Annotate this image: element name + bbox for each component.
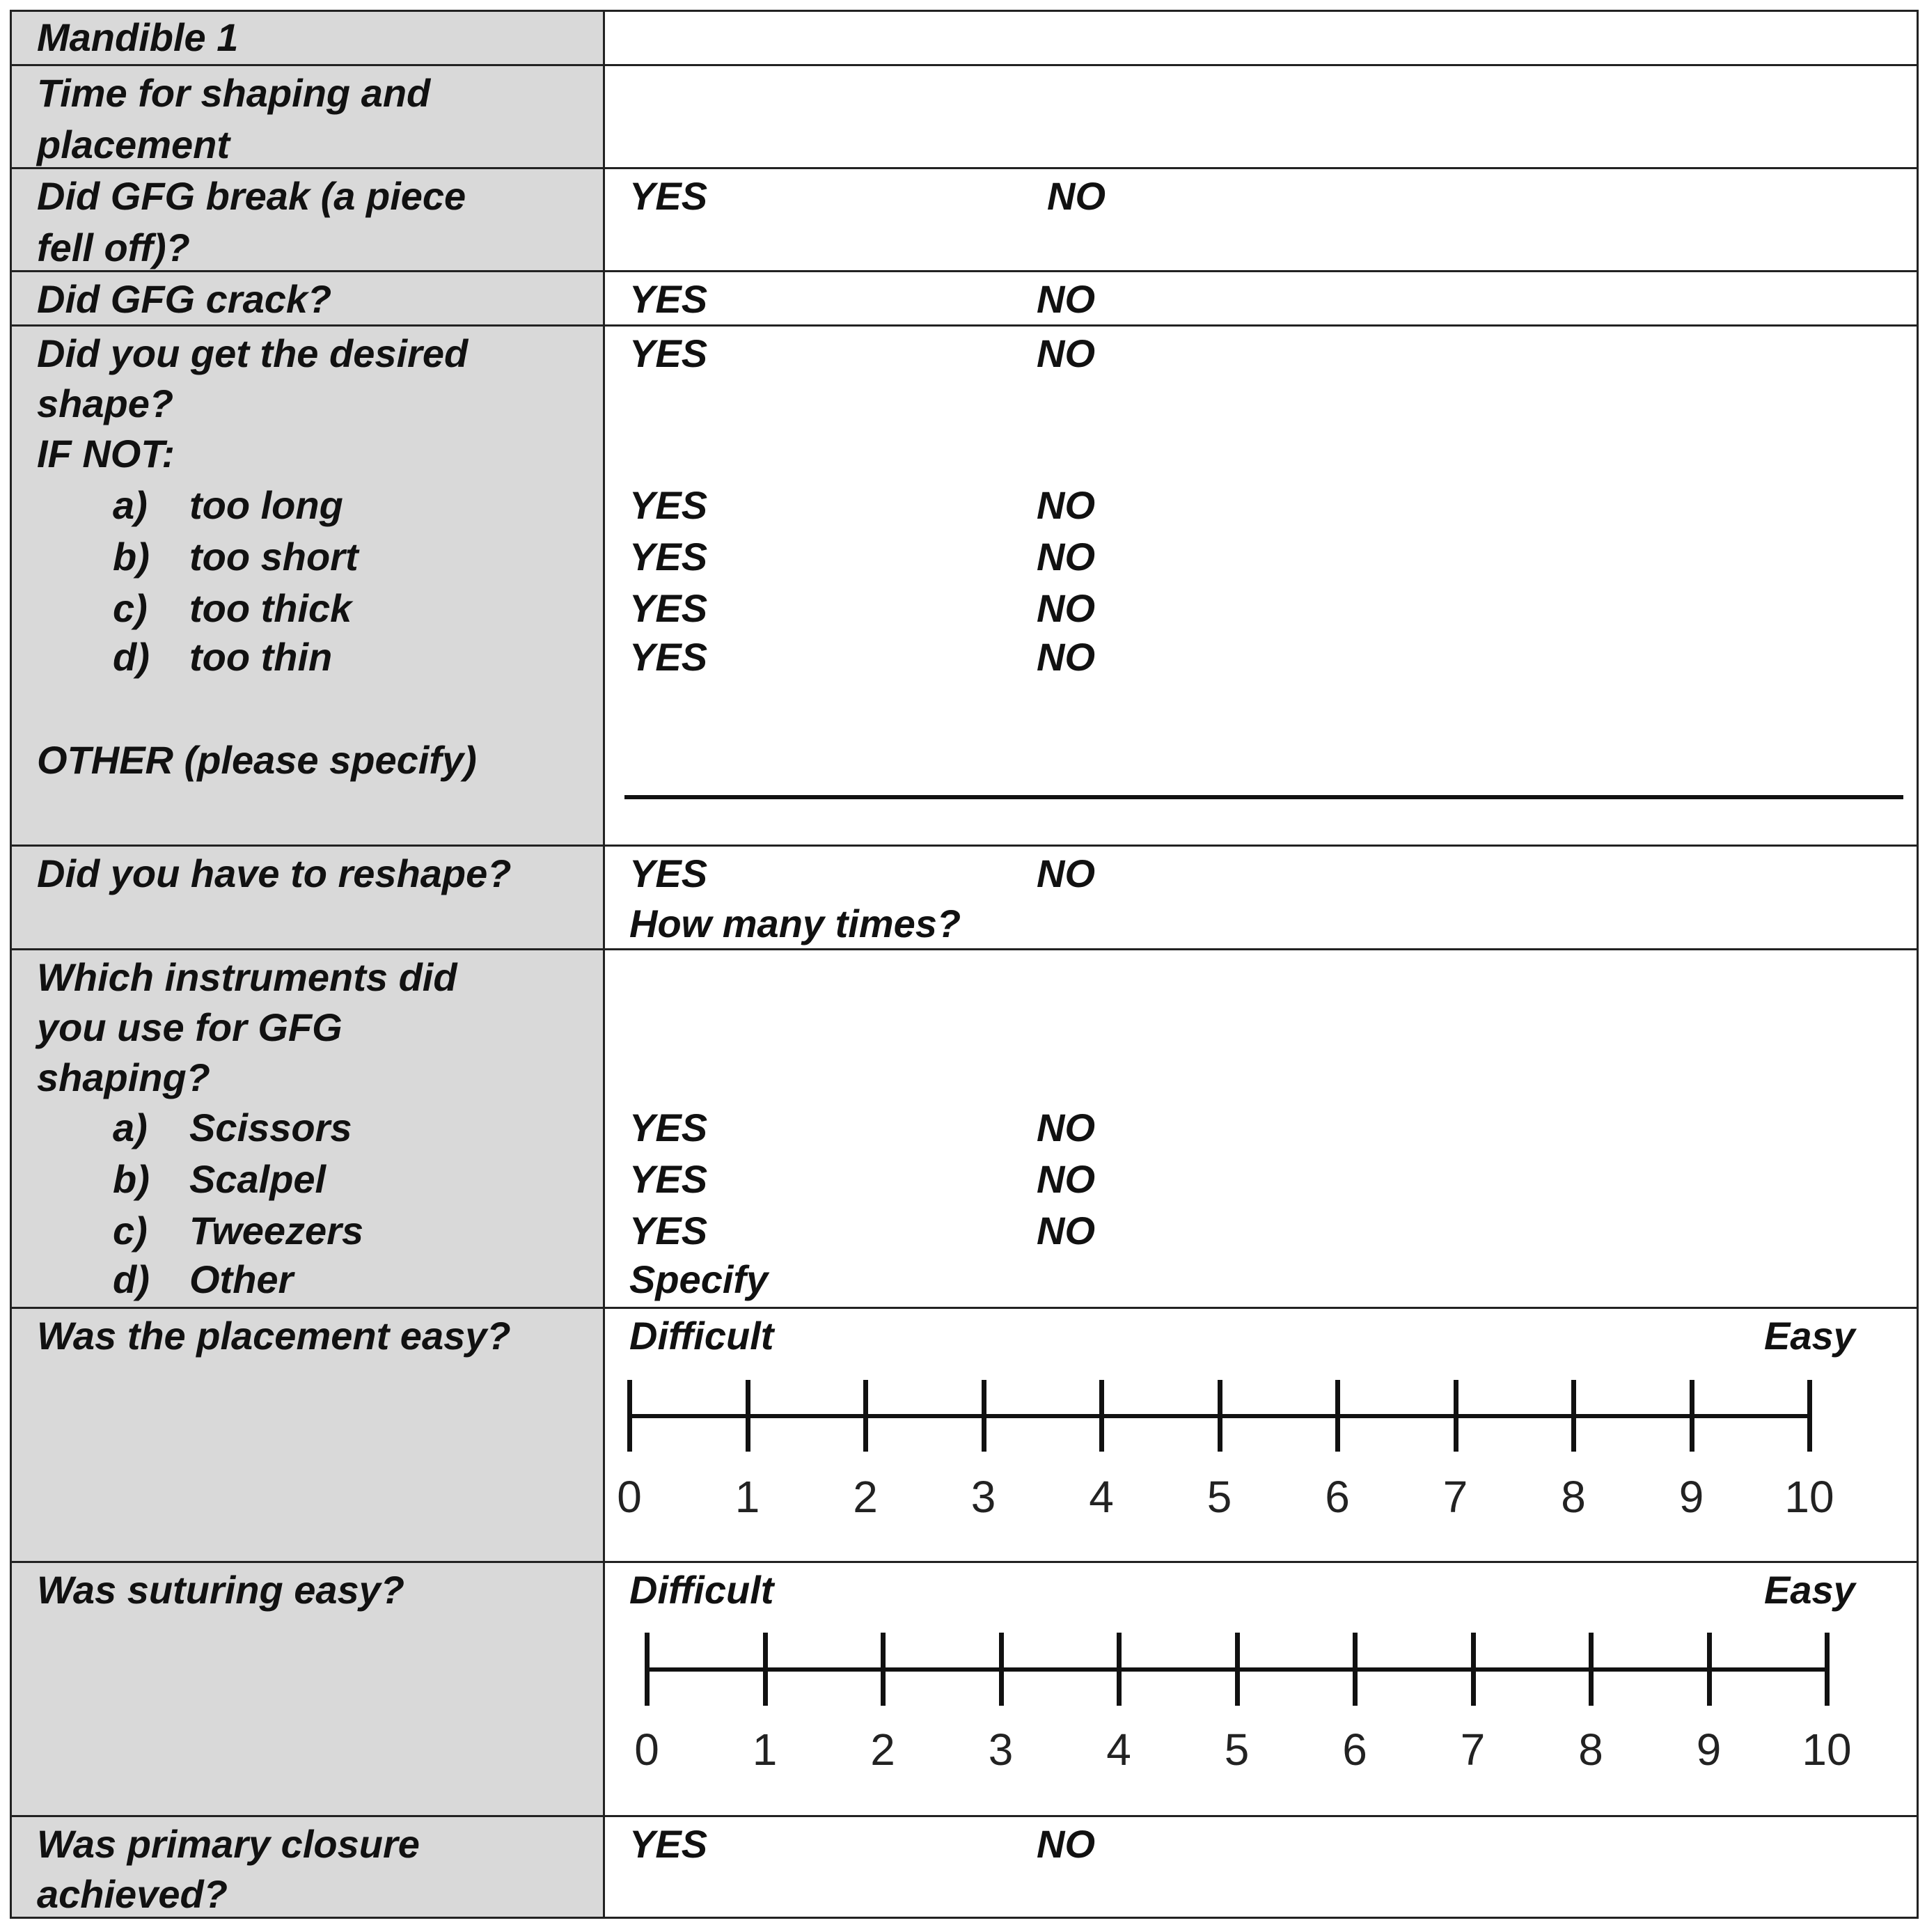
- scale-tick[interactable]: [1807, 1380, 1812, 1452]
- easy-anchor: Easy: [1764, 1314, 1855, 1358]
- suturing-question: Was suturing easy?: [37, 1568, 405, 1612]
- row-label-cell: [10, 1309, 605, 1561]
- row-label-cell: [10, 847, 605, 948]
- questionnaire-form: [10, 10, 1919, 1919]
- scale-tick[interactable]: [627, 1380, 632, 1452]
- scale-tick[interactable]: [982, 1380, 986, 1452]
- row-closure: [10, 1815, 1919, 1919]
- scale-tick-label: 6: [1325, 1472, 1350, 1522]
- scale-tick[interactable]: [645, 1633, 650, 1706]
- no-option[interactable]: NO: [1037, 277, 1095, 321]
- row-label-cell: [10, 272, 605, 324]
- scale-tick[interactable]: [1353, 1633, 1358, 1706]
- row-time: [10, 64, 1919, 167]
- scale-tick-label: 9: [1678, 1472, 1704, 1522]
- shape-question-line-1: Did you get the desired: [37, 331, 469, 375]
- no-option[interactable]: NO: [1037, 331, 1095, 375]
- suturing-answer-cell: [605, 1563, 1919, 1815]
- closure-answer-cell: [605, 1817, 1919, 1917]
- crack-answer-cell: [605, 272, 1919, 324]
- instruments-question-line-1: Which instruments did: [37, 955, 457, 999]
- other-specify-line[interactable]: [624, 795, 1903, 799]
- row-break: [10, 167, 1919, 270]
- other-specify-label: OTHER (please specify): [37, 738, 477, 782]
- scale-tick-label: 5: [1206, 1472, 1232, 1522]
- row-label-cell: [10, 169, 605, 270]
- yes-option[interactable]: YES: [629, 331, 708, 375]
- instrument-letter: c): [113, 1209, 148, 1252]
- reshape-question: Did you have to reshape?: [37, 851, 512, 895]
- instrument-name: Scissors: [189, 1106, 352, 1149]
- no-option[interactable]: NO: [1037, 1157, 1095, 1201]
- scale-tick-label: 2: [853, 1472, 878, 1522]
- scale-tick-label: 1: [734, 1472, 760, 1522]
- specify-label[interactable]: Specify: [629, 1257, 769, 1301]
- scale-tick-label: 3: [988, 1725, 1014, 1775]
- no-option[interactable]: NO: [1037, 1106, 1095, 1149]
- yes-option[interactable]: YES: [629, 1106, 708, 1149]
- instrument-letter: a): [113, 1106, 148, 1149]
- yes-option[interactable]: YES: [629, 174, 708, 218]
- yes-option[interactable]: YES: [629, 635, 708, 679]
- scale-tick[interactable]: [1571, 1380, 1576, 1452]
- yes-option[interactable]: YES: [629, 483, 708, 527]
- row-mandible: [10, 10, 1919, 64]
- scale-tick[interactable]: [1235, 1633, 1240, 1706]
- break-answer-cell: [605, 169, 1919, 270]
- shape-item-letter: c): [113, 586, 148, 630]
- scale-tick[interactable]: [1825, 1633, 1830, 1706]
- difficult-anchor: Difficult: [629, 1314, 774, 1358]
- shape-item-text: too short: [189, 535, 359, 579]
- no-option[interactable]: NO: [1037, 1209, 1095, 1252]
- scale-tick-label: 0: [617, 1472, 642, 1522]
- shape-item-letter: b): [113, 535, 150, 579]
- row-shape: [10, 324, 1919, 845]
- break-question-line-1: Did GFG break (a piece: [37, 174, 466, 218]
- scale-tick[interactable]: [881, 1633, 886, 1706]
- placement-question: Was the placement easy?: [37, 1314, 511, 1358]
- placement-answer-cell: [605, 1309, 1919, 1561]
- instrument-letter: b): [113, 1157, 150, 1201]
- instruments-answer-cell: [605, 950, 1919, 1307]
- shape-item-text: too thin: [189, 635, 333, 679]
- shape-question-line-2: shape?: [37, 382, 174, 425]
- scale-tick-label: 4: [1089, 1472, 1114, 1522]
- scale-tick-label: 8: [1578, 1725, 1603, 1775]
- instrument-name: Other: [189, 1257, 294, 1301]
- row-label-cell: [10, 66, 605, 167]
- reshape-answer-cell: [605, 847, 1919, 948]
- if-not-label: IF NOT:: [37, 432, 175, 476]
- shape-answer-cell: [605, 327, 1919, 845]
- no-option[interactable]: NO: [1037, 851, 1095, 895]
- scale-tick-label: 4: [1106, 1725, 1131, 1775]
- yes-option[interactable]: YES: [629, 1209, 708, 1252]
- row-label-cell: [10, 327, 605, 845]
- scale-tick-label: 3: [970, 1472, 996, 1522]
- scale-tick-label: 2: [870, 1725, 895, 1775]
- row-reshape: [10, 845, 1919, 948]
- no-option[interactable]: NO: [1037, 483, 1095, 527]
- yes-option[interactable]: YES: [629, 277, 708, 321]
- yes-option[interactable]: YES: [629, 535, 708, 579]
- scale-tick[interactable]: [1117, 1633, 1122, 1706]
- scale-tick[interactable]: [763, 1633, 768, 1706]
- no-option[interactable]: NO: [1037, 1822, 1095, 1866]
- scale-tick-label: 0: [634, 1725, 659, 1775]
- closure-question-line-2: achieved?: [37, 1872, 228, 1916]
- row-label-cell: [10, 1817, 605, 1917]
- instruments-question-line-3: shaping?: [37, 1055, 210, 1099]
- crack-question: Did GFG crack?: [37, 277, 332, 321]
- time-question-line-2: placement: [37, 123, 230, 166]
- no-option[interactable]: NO: [1047, 174, 1106, 218]
- scale-tick-label: 5: [1224, 1725, 1250, 1775]
- scale-tick[interactable]: [1707, 1633, 1712, 1706]
- scale-tick-label: 8: [1561, 1472, 1586, 1522]
- scale-tick-label: 7: [1442, 1472, 1468, 1522]
- instruments-question-line-2: you use for GFG: [37, 1005, 343, 1049]
- row-crack: [10, 270, 1919, 324]
- yes-option[interactable]: YES: [629, 851, 708, 895]
- row-suturing: [10, 1561, 1919, 1815]
- difficult-anchor: Difficult: [629, 1568, 774, 1612]
- row-label-cell: [10, 12, 605, 64]
- row-placement: [10, 1307, 1919, 1561]
- scale-tick-label: 9: [1696, 1725, 1722, 1775]
- shape-item-text: too long: [189, 483, 343, 527]
- row-label-cell: [10, 950, 605, 1307]
- no-option[interactable]: NO: [1037, 635, 1095, 679]
- mandible-label: Mandible 1: [37, 15, 239, 59]
- instrument-letter: d): [113, 1257, 150, 1301]
- shape-item-text: too thick: [189, 586, 352, 630]
- row-instruments: [10, 948, 1919, 1307]
- scale-tick[interactable]: [1454, 1380, 1458, 1452]
- scale-tick[interactable]: [1690, 1380, 1694, 1452]
- scale-tick[interactable]: [1471, 1633, 1476, 1706]
- scale-tick-label: 6: [1342, 1725, 1367, 1775]
- scale-tick-label: 10: [1784, 1472, 1834, 1522]
- no-option[interactable]: NO: [1037, 586, 1095, 630]
- easy-anchor: Easy: [1764, 1568, 1855, 1612]
- scale-tick[interactable]: [746, 1380, 750, 1452]
- scale-tick[interactable]: [1335, 1380, 1340, 1452]
- instrument-name: Tweezers: [189, 1209, 364, 1252]
- scale-tick[interactable]: [1099, 1380, 1104, 1452]
- scale-tick[interactable]: [1589, 1633, 1594, 1706]
- instrument-name: Scalpel: [189, 1157, 327, 1201]
- shape-item-letter: d): [113, 635, 150, 679]
- time-answer-cell[interactable]: [605, 66, 1919, 167]
- scale-tick-label: 7: [1460, 1725, 1486, 1775]
- yes-option[interactable]: YES: [629, 586, 708, 630]
- no-option[interactable]: NO: [1037, 535, 1095, 579]
- scale-tick[interactable]: [999, 1633, 1004, 1706]
- break-question-line-2: fell off)?: [37, 226, 190, 269]
- yes-option[interactable]: YES: [629, 1822, 708, 1866]
- time-question-line-1: Time for shaping and: [37, 71, 431, 115]
- yes-option[interactable]: YES: [629, 1157, 708, 1201]
- row-label-cell: [10, 1563, 605, 1815]
- how-many-times-label: How many times?: [629, 902, 961, 945]
- shape-item-letter: a): [113, 483, 148, 527]
- scale-tick-label: 1: [752, 1725, 778, 1775]
- scale-tick[interactable]: [1218, 1380, 1222, 1452]
- mandible-answer-cell[interactable]: [605, 12, 1919, 64]
- scale-tick-label: 10: [1802, 1725, 1852, 1775]
- scale-tick[interactable]: [863, 1380, 868, 1452]
- closure-question-line-1: Was primary closure: [37, 1822, 420, 1866]
